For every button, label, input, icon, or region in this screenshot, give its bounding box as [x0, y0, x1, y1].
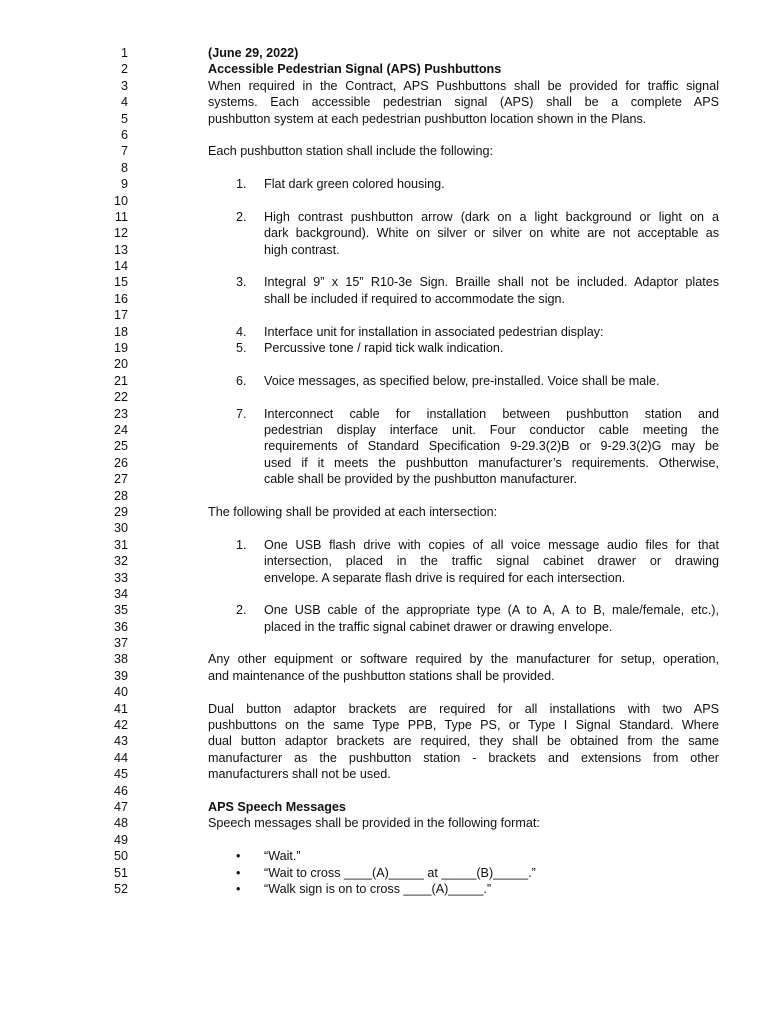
line-number: 1 — [120, 46, 128, 60]
other-equipment-text: and maintenance of the pushbutton stations shall be provided. — [208, 668, 555, 683]
list-item-text: dark background). White on silver or silver on white are not acceptable as — [264, 226, 719, 241]
other-equipment-text: Any other equipment or software required by the manufacturer for setup, operation, — [208, 652, 719, 667]
line-number: 18 — [113, 324, 128, 339]
line-number: 21 — [113, 373, 128, 388]
list-item-text: cable shall be provided by the pushbutton manufacturer. — [264, 472, 577, 487]
intersection-lead-text: The following shall be provided at each intersection: — [208, 504, 498, 519]
list-item-number: 1. — [236, 177, 247, 192]
line-number: 23 — [113, 406, 128, 421]
line-number: 6 — [120, 127, 128, 142]
doc-line — [0, 602, 770, 618]
line-number: 7 — [120, 144, 128, 159]
doc-line — [0, 881, 770, 897]
doc-line — [0, 848, 770, 864]
doc-line — [0, 291, 770, 307]
line-number: 27 — [113, 472, 128, 487]
doc-line — [0, 717, 770, 733]
line-number: 30 — [113, 521, 128, 536]
line-number: 13 — [113, 242, 128, 257]
doc-line — [0, 193, 770, 209]
doc-line — [0, 651, 770, 667]
line-number: 17 — [113, 308, 128, 323]
doc-line — [0, 111, 770, 127]
line-number: 32 — [113, 554, 128, 569]
list-item-text: Integral 9” x 15” R10-3e Sign. Braille shall not be included. Adaptor plates — [264, 275, 719, 290]
doc-line — [0, 537, 770, 553]
list-item-text: requirements of Standard Specification 9-29.3(2)B or 9-29.3(2)G may be — [264, 439, 719, 454]
line-number: 15 — [113, 275, 128, 290]
doc-line — [0, 799, 770, 815]
speech-item: “Wait.” — [264, 849, 301, 864]
list-item-text: Interconnect cable for installation between pushbutton station and — [264, 406, 719, 421]
line-number: 16 — [113, 291, 128, 306]
doc-line — [0, 225, 770, 241]
line-number: 43 — [113, 734, 128, 749]
dual-button-text: manufacturers shall not be used. — [208, 767, 391, 782]
doc-line — [0, 488, 770, 504]
line-number: 46 — [113, 783, 128, 798]
line-number: 50 — [113, 849, 128, 864]
doc-line — [0, 127, 770, 143]
doc-line — [0, 635, 770, 651]
doc-line — [0, 45, 770, 61]
bullet-icon: • — [236, 881, 241, 896]
doc-line — [0, 340, 770, 356]
dual-button-text: pushbuttons on the same Type PPB, Type PS, or Type I Signal Standard. Where — [208, 718, 719, 733]
doc-line — [0, 504, 770, 520]
doc-line — [0, 783, 770, 799]
line-number: 52 — [113, 881, 128, 896]
list-item-number: 7. — [236, 406, 247, 421]
doc-line — [0, 324, 770, 340]
line-number: 9 — [120, 177, 128, 192]
doc-line — [0, 143, 770, 159]
bullet-icon: • — [236, 849, 241, 864]
intro-text: When required in the Contract, APS Pushbuttons shall be provided for traffic signal — [208, 78, 719, 93]
line-number: 36 — [113, 619, 128, 634]
line-number: 5 — [120, 111, 128, 126]
speech-heading: APS Speech Messages — [208, 799, 346, 814]
line-number: 14 — [113, 259, 128, 274]
line-number: 25 — [113, 439, 128, 454]
list-item-text: One USB flash drive with copies of all voice message audio files for that — [264, 537, 719, 552]
line-number: 48 — [113, 816, 128, 831]
list-item-text: used if it meets the pushbutton manufacturer’s requirements. Otherwise, — [264, 455, 719, 470]
doc-line — [0, 176, 770, 192]
line-number: 41 — [113, 701, 128, 716]
doc-line — [0, 750, 770, 766]
list-item-number: 6. — [236, 373, 247, 388]
doc-line — [0, 766, 770, 782]
line-number: 33 — [113, 570, 128, 585]
dual-button-text: manufacturer as the pushbutton station - brackets and extensions from other — [208, 750, 719, 765]
speech-lead-text: Speech messages shall be provided in the following format: — [208, 816, 540, 831]
list-item-text: shall be included if required to accommodate the sign. — [264, 291, 566, 306]
list-item-text: Percussive tone / rapid tick walk indication. — [264, 341, 504, 356]
speech-item: “Walk sign is on to cross ____(A)_____.” — [264, 881, 492, 896]
doc-line — [0, 160, 770, 176]
list-item-text: Interface unit for installation in associated pedestrian display: — [264, 324, 604, 339]
list-item-number: 4. — [236, 324, 247, 339]
list-item-number: 2. — [236, 603, 247, 618]
doc-line — [0, 422, 770, 438]
doc-line — [0, 78, 770, 94]
dual-button-text: dual button adaptor brackets are required, they shall be obtained from the same — [208, 734, 719, 749]
line-number: 40 — [113, 685, 128, 700]
line-number: 24 — [113, 422, 128, 437]
list-item-text: One USB cable of the appropriate type (A to A, A to B, male/female, etc.), — [264, 603, 719, 618]
section-heading: Accessible Pedestrian Signal (APS) Pushbuttons — [208, 62, 502, 77]
doc-line — [0, 209, 770, 225]
line-number: 39 — [113, 668, 128, 683]
line-number: 3 — [120, 78, 128, 93]
doc-line — [0, 520, 770, 536]
line-number: 35 — [113, 603, 128, 618]
line-number: 19 — [113, 341, 128, 356]
line-number: 10 — [113, 193, 128, 208]
doc-line — [0, 242, 770, 258]
doc-line — [0, 307, 770, 323]
line-number: 11 — [114, 209, 128, 224]
list-item-text: pedestrian display interface unit. Four conductor cable meeting the — [264, 422, 719, 437]
line-number: 20 — [113, 357, 128, 372]
line-number: 26 — [113, 455, 128, 470]
doc-line — [0, 61, 770, 77]
document-page — [0, 45, 770, 897]
doc-line — [0, 619, 770, 635]
list-item-number: 3. — [236, 275, 247, 290]
line-number: 34 — [113, 586, 128, 601]
line-number: 29 — [113, 504, 128, 519]
date-line: (June 29, 2022) — [208, 46, 299, 60]
list-item-number: 5. — [236, 341, 247, 356]
doc-line — [0, 832, 770, 848]
list-item-text: High contrast pushbutton arrow (dark on a light background or light on a — [264, 209, 719, 224]
list-item-text: Flat dark green colored housing. — [264, 177, 445, 192]
list-item-text: envelope. A separate flash drive is required for each intersection. — [264, 570, 626, 585]
doc-line — [0, 373, 770, 389]
doc-line — [0, 356, 770, 372]
doc-line — [0, 586, 770, 602]
line-number: 12 — [113, 226, 128, 241]
list-item-text: high contrast. — [264, 242, 340, 257]
list-item-number: 2. — [236, 209, 247, 224]
doc-line — [0, 438, 770, 454]
doc-line — [0, 815, 770, 831]
list-item-text: Voice messages, as specified below, pre-installed. Voice shall be male. — [264, 373, 660, 388]
doc-line — [0, 668, 770, 684]
bullet-icon: • — [236, 865, 241, 880]
line-number: 8 — [120, 160, 128, 175]
line-number: 31 — [113, 537, 128, 552]
speech-item: “Wait to cross ____(A)_____ at _____(B)_____.” — [264, 865, 536, 880]
doc-line — [0, 94, 770, 110]
doc-line — [0, 471, 770, 487]
doc-line — [0, 274, 770, 290]
doc-line — [0, 570, 770, 586]
line-number: 45 — [113, 767, 128, 782]
line-number: 4 — [120, 95, 128, 110]
line-number: 28 — [113, 488, 128, 503]
list-item-number: 1. — [236, 537, 247, 552]
list-item-text: intersection, placed in the traffic signal cabinet drawer or drawing — [264, 554, 719, 569]
intro-text: pushbutton system at each pedestrian pushbutton location shown in the Plans. — [208, 111, 647, 126]
doc-line — [0, 455, 770, 471]
line-number: 49 — [113, 832, 128, 847]
doc-line — [0, 553, 770, 569]
doc-line — [0, 733, 770, 749]
station-lead-text: Each pushbutton station shall include the following: — [208, 144, 493, 159]
intro-text: systems. Each accessible pedestrian signal (APS) shall be a complete APS — [208, 95, 719, 110]
doc-line — [0, 258, 770, 274]
doc-line — [0, 701, 770, 717]
line-number: 44 — [113, 750, 128, 765]
line-number: 2 — [120, 62, 128, 77]
line-number: 51 — [113, 865, 128, 880]
doc-line — [0, 865, 770, 881]
doc-line — [0, 389, 770, 405]
line-number: 38 — [113, 652, 128, 667]
line-number: 37 — [113, 636, 128, 651]
doc-line — [0, 406, 770, 422]
line-number: 22 — [113, 390, 128, 405]
dual-button-text: Dual button adaptor brackets are required for all installations with two APS — [208, 701, 719, 716]
doc-line — [0, 684, 770, 700]
line-number: 42 — [113, 718, 128, 733]
line-number: 47 — [113, 799, 128, 814]
list-item-text: placed in the traffic signal cabinet drawer or drawing envelope. — [264, 619, 613, 634]
